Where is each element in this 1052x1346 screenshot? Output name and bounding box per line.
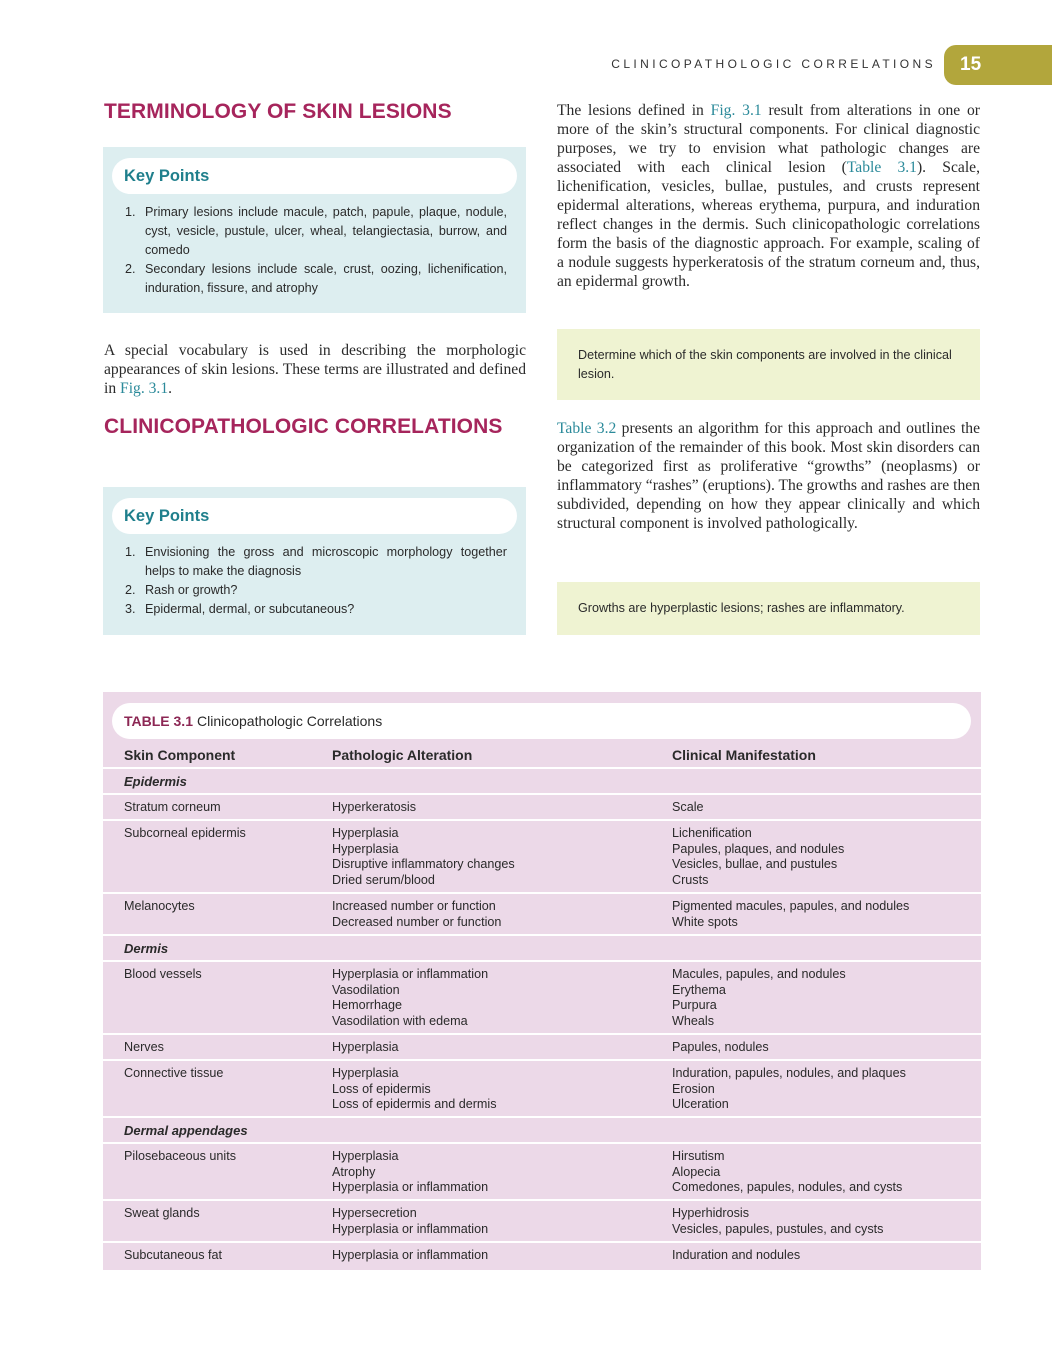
cell-component: Nerves (124, 1040, 164, 1054)
cell-manifestation (672, 1149, 902, 1196)
cell-line: Hyperplasia (332, 1066, 399, 1080)
section-label: Dermis (124, 941, 169, 956)
cell-line: Decreased number or function (332, 914, 502, 929)
heading-clinicopathologic: CLINICOPATHOLOGIC CORRELATIONS (104, 415, 503, 438)
cell-line: Hyperplasia or inflammation (332, 1180, 489, 1195)
cell-line: Macules, papules, and nodules (672, 967, 846, 981)
table-row (103, 960, 981, 1033)
key-points-box-1 (103, 147, 526, 313)
cell-line: Vasodilation (332, 982, 400, 997)
cell-line: Pigmented macules, papules, and nodules (672, 899, 910, 913)
section-label: Epidermis (124, 774, 187, 789)
cell-manifestation (672, 1248, 800, 1264)
cell-line: Loss of epidermis (332, 1081, 431, 1096)
cell-line: White spots (672, 914, 738, 929)
cell-line: Loss of epidermis and dermis (332, 1097, 497, 1112)
cell-line: Hypersecretion (332, 1206, 417, 1220)
cell-line: Crusts (672, 872, 709, 887)
cell-alteration (332, 1206, 488, 1237)
cell-line: Dried serum/blood (332, 872, 435, 887)
table-row (103, 1059, 981, 1116)
cell-line: Lichenification (672, 826, 752, 840)
cell-line: Hyperplasia or inflammation (332, 967, 489, 981)
table-section-row (103, 1116, 981, 1142)
cell-component: Subcorneal epidermis (124, 826, 246, 840)
cell-line: Hyperplasia or inflammation (332, 1248, 489, 1262)
table-section-row (103, 767, 981, 793)
cell-line: Atrophy (332, 1164, 376, 1179)
figure-link[interactable]: Fig. 3.1 (710, 102, 762, 119)
cell-line: Hirsutism (672, 1149, 725, 1163)
cell-line: Papules, plaques, and nodules (672, 841, 845, 856)
cell-alteration (332, 800, 416, 816)
cell-line: Erosion (672, 1081, 715, 1096)
callout-growths: Growths are hyperplastic lesions; rashes are inflammatory. (557, 582, 980, 635)
cell-component: Melanocytes (124, 899, 195, 913)
cell-alteration (332, 1248, 488, 1264)
list-item: 1. Envisioning the gross and microscopic morphology together helps to make the diagnosis (125, 545, 507, 578)
cell-line: Hyperkeratosis (332, 800, 416, 814)
key-points-title: Key Points (112, 498, 517, 534)
figure-link[interactable]: Fig. 3.1 (120, 380, 169, 397)
cell-line: Disruptive inflammatory changes (332, 857, 515, 872)
key-points-box-2 (103, 487, 526, 635)
table-label: TABLE 3.1 (124, 713, 193, 729)
table-clinicopathologic (103, 692, 981, 1270)
paragraph-algorithm: Table 3.2 presents an algorithm for this approach and outlines the organization of the remainder of this book. Most skin disorders can be categorized first as proliferative “growths” (neoplasms) or inflammatory “rashes” (eruptions). The growths and rashes are then subdivided, depending on how they appear clinically and which structural component is involved pathologically. (557, 420, 980, 532)
cell-component: Connective tissue (124, 1066, 224, 1080)
table-link[interactable]: Table 3.2 (557, 420, 617, 437)
cell-manifestation (672, 899, 909, 930)
cell-component: Pilosebaceous units (124, 1149, 237, 1163)
cell-line: Induration, papules, nodules, and plaques (672, 1066, 906, 1080)
cell-component: Blood vessels (124, 967, 202, 981)
table-row (103, 1241, 981, 1267)
paragraph-lesions-defined: The lesions defined in Fig. 3.1 result from alterations in one or more of the skin’s structural components. For clinical diagnostic purposes, we try to envision what pathologic changes are associated with each clinical lesion (Table 3.1). Scale, lichenification, vesicles, bullae, pustules, and crusts represent epidermal alterations, whereas erythema, purpura, and induration reflect changes in the dermis. Such clinicopathologic correlations form the basis of the diagnostic approach. For example, scaling of a nodule suggests hyperkeratosis of the stratum corneum and, thus, an epidermal growth. (557, 102, 980, 290)
cell-manifestation (672, 1040, 769, 1056)
column-header-manifestation: Clinical Manifestation (672, 747, 816, 763)
table-section-row (103, 934, 981, 960)
cell-alteration (332, 1149, 488, 1196)
table-row (103, 1199, 981, 1241)
table-row (103, 819, 981, 892)
cell-line: Hyperplasia or inflammation (332, 1221, 489, 1236)
cell-line: Vesicles, papules, pustules, and cysts (672, 1221, 884, 1236)
list-item: 1. Primary lesions include macule, patch, papule, plaque, nodule, cyst, vesicle, pustule, ulcer, wheal, telangiectasia, burrow, and comedo (125, 205, 507, 257)
cell-manifestation (672, 1206, 883, 1237)
cell-line: Hyperplasia (332, 1040, 399, 1054)
cell-line: Hyperplasia (332, 841, 399, 856)
column-header-alteration: Pathologic Alteration (332, 747, 473, 763)
cell-manifestation (672, 967, 846, 1029)
cell-line: Purpura (672, 998, 717, 1013)
cell-line: Vesicles, bullae, and pustules (672, 857, 838, 872)
list-item: 2. Rash or growth? (125, 583, 238, 597)
key-points-title: Key Points (112, 158, 517, 194)
cell-line: Alopecia (672, 1164, 721, 1179)
list-item: 2. Secondary lesions include scale, crust, oozing, lichenification, induration, fissure, and atrophy (125, 262, 507, 295)
table-row (103, 1033, 981, 1059)
cell-line: Hyperplasia (332, 1149, 399, 1163)
table-row (103, 1142, 981, 1199)
list-item: 3. Epidermal, dermal, or subcutaneous? (125, 602, 355, 616)
cell-component: Sweat glands (124, 1206, 200, 1220)
cell-line: Increased number or function (332, 899, 496, 913)
page-number: 15 (944, 45, 1052, 85)
key-points-list-1 (125, 203, 507, 298)
cell-alteration (332, 967, 488, 1029)
cell-alteration (332, 1040, 399, 1056)
cell-alteration (332, 1066, 497, 1113)
cell-alteration (332, 899, 501, 930)
cell-line: Erythema (672, 982, 726, 997)
cell-line: Hemorrhage (332, 998, 402, 1013)
running-head: CLINICOPATHOLOGIC CORRELATIONS (611, 57, 936, 71)
section-label: Dermal appendages (124, 1123, 248, 1138)
cell-manifestation (672, 826, 844, 888)
cell-manifestation (672, 800, 704, 816)
column-header-component: Skin Component (124, 747, 236, 763)
cell-line: Ulceration (672, 1097, 729, 1112)
cell-component: Stratum corneum (124, 800, 221, 814)
table-title (112, 703, 971, 739)
cell-line: Wheals (672, 1013, 714, 1028)
callout-determine: Determine which of the skin components are involved in the clinical lesion. (557, 329, 980, 400)
cell-line: Papules, nodules (672, 1040, 769, 1054)
table-row (103, 793, 981, 819)
paragraph-vocabulary: A special vocabulary is used in describing the morphologic appearances of skin lesions. These terms are illustrated and defined in Fig. 3.1. (104, 342, 526, 397)
table-row (103, 892, 981, 934)
cell-line: Vasodilation with edema (332, 1013, 468, 1028)
table-caption: Clinicopathologic Correlations (196, 713, 383, 729)
cell-component: Subcutaneous fat (124, 1248, 223, 1262)
key-points-list-2 (125, 543, 507, 619)
cell-line: Hyperplasia (332, 826, 399, 840)
cell-line: Scale (672, 800, 704, 814)
cell-line: Hyperhidrosis (672, 1206, 749, 1220)
heading-terminology: TERMINOLOGY OF SKIN LESIONS (104, 100, 452, 123)
cell-line: Comedones, papules, nodules, and cysts (672, 1180, 903, 1195)
cell-manifestation (672, 1066, 906, 1113)
cell-line: Induration and nodules (672, 1248, 801, 1262)
table-link[interactable]: Table 3.1 (846, 159, 917, 176)
cell-alteration (332, 826, 515, 888)
